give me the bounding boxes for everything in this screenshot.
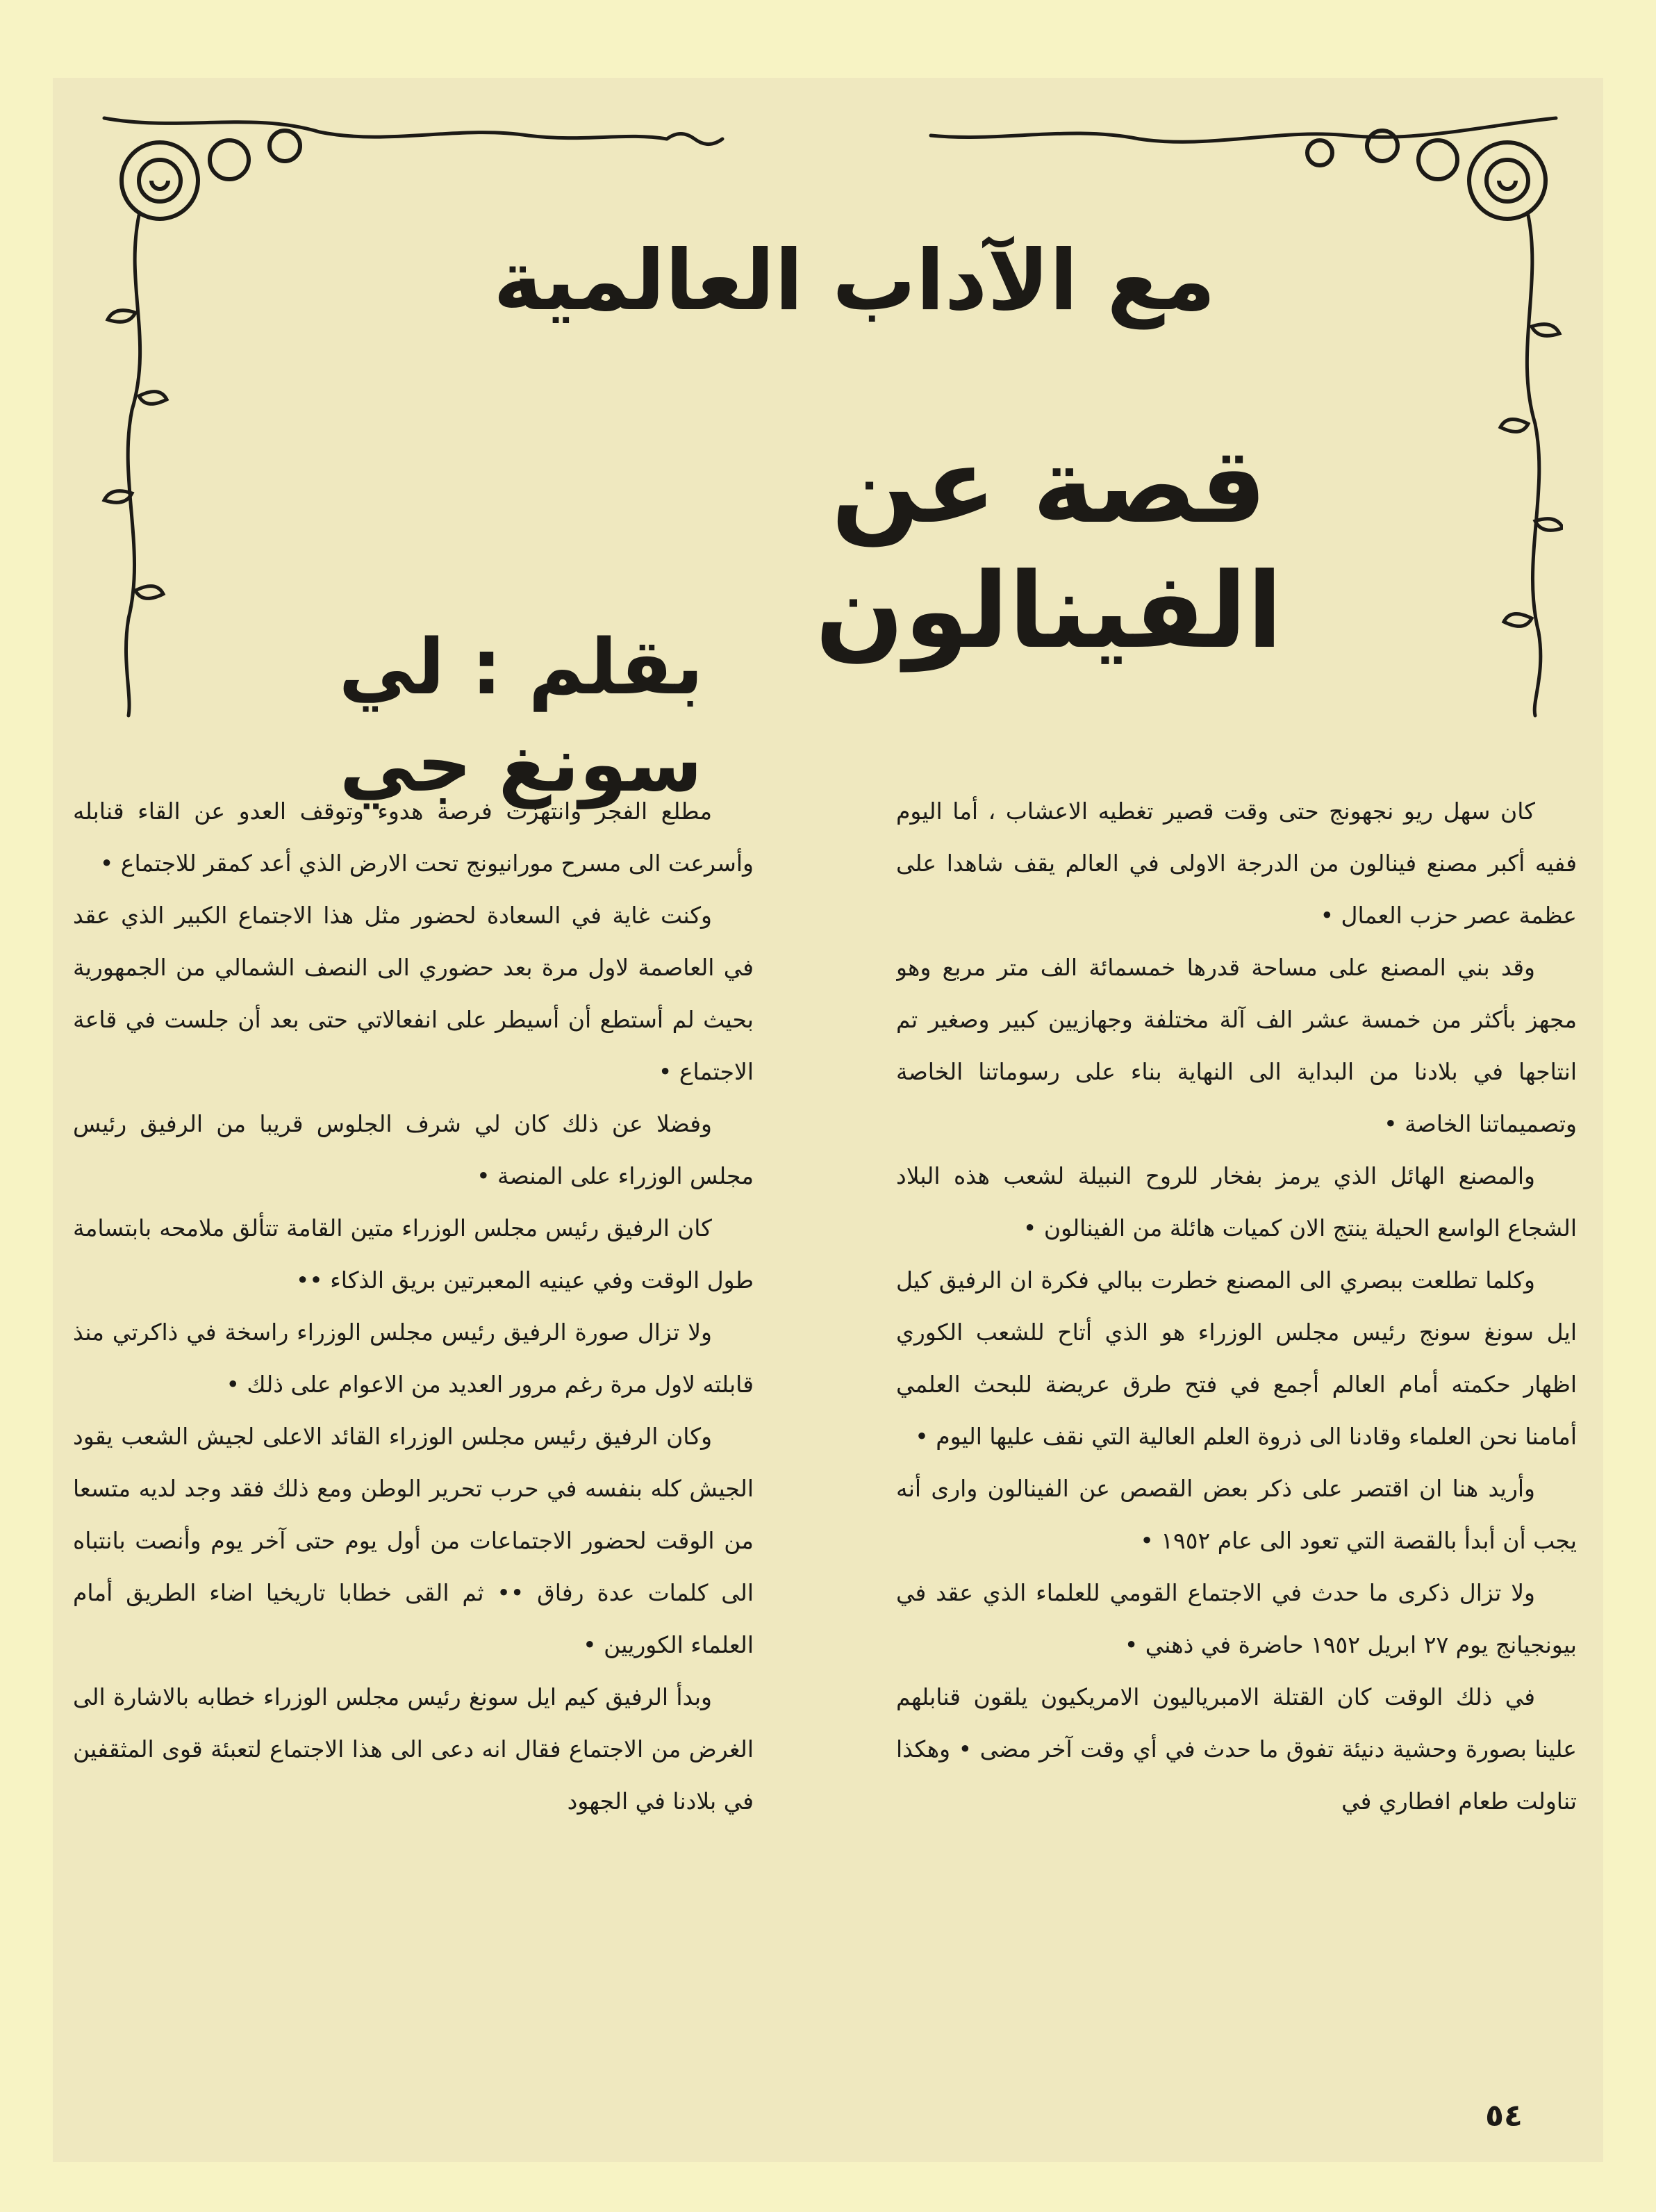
paragraph: ولا تزال ذكرى ما حدث في الاجتماع القومي للعلماء الذي عقد في بيونجيانج يوم ٢٧ ابريل ١٩٥٢ حاضرة في ذهني • (896, 1579, 1577, 1658)
paragraph: والمصنع الهائل الذي يرمز بفخار للروح النبيلة لشعب هذه البلاد الشجاع الواسع الحيلة ينتج الان كميات هائلة من الفينالون • (896, 1162, 1577, 1241)
paragraph: كان الرفيق رئيس مجلس الوزراء متين القامة تتألق ملامحه بابتسامة طول الوقت وفي عينيه المعبرتين بريق الذكاء •• (73, 1214, 754, 1294)
paragraph: كان سهل ريو نجهونج حتى وقت قصير تغطيه الاعشاب ، أما اليوم ففيه أكبر مصنع فينالون من الدرجة الاولى في العالم يقف شاهدا على عظمة عصر حزب العمال • (896, 798, 1577, 929)
paragraph: وكان الرفيق رئيس مجلس الوزراء القائد الاعلى لجيش الشعب يقود الجيش كله بنفسه في حرب تحرير الوطن ومع ذلك فقد وجد لديه متسعا من الوقت لحضور الاجتماعات من أول يوم حتى آخر يوم وأنصت بانتباه الى كلمات عدة رفاق •• ثم القى خطابا تاريخيا اضاء الطريق أمام العلماء الكوريين • (73, 1423, 754, 1658)
paragraph: ولا تزال صورة الرفيق رئيس مجلس الوزراء راسخة في ذاكرتي منذ قابلته لاول مرة رغم مرور العديد من الاعوام على ذلك • (73, 1319, 754, 1398)
paragraph: وكلما تطلعت ببصري الى المصنع خطرت ببالي فكرة ان الرفيق كيل ايل سونغ سونج رئيس مجلس الوزراء هو الذي أتاح للشعب الكوري اظهار حكمته أمام العالم أجمع في فتح طرق عريضة للبحث العلمي أمامنا نحن العلماء وقادنا الى ذروة العلم العالية التي نقف عليها اليوم • (896, 1266, 1577, 1450)
series-title: مع الآداب العالمية (493, 233, 1216, 329)
text-column-left (73, 785, 754, 2105)
paragraph: وكنت غاية في السعادة لحضور مثل هذا الاجتماع الكبير الذي عقد في العاصمة لاول مرة بعد حضوري الى النصف الشمالي من الجمهورية بحيث لم أستطع أن أسيطر على انفعالاتي حتى بعد أن جلست في قاعة الاجتماع • (73, 902, 754, 1085)
paragraph: وفضلا عن ذلك كان لي شرف الجلوس قريبا من الرفيق رئيس مجلس الوزراء على المنصة • (73, 1110, 754, 1189)
story-title: قصة عن الفينالون (815, 426, 1283, 672)
page-number: ٥٤ (1485, 2098, 1523, 2133)
paragraph: وبدأ الرفيق كيم ايل سونغ رئيس مجلس الوزراء خطابه بالاشارة الى الغرض من الاجتماع فقال انه دعى الى هذا الاجتماع لتعبئة قوى المثقفين في بلادنا في الجهود (73, 1683, 754, 1815)
paragraph: وأريد هنا ان اقتصر على ذكر بعض القصص عن الفينالون وارى أنه يجب أن أبدأ بالقصة التي تعود الى عام ١٩٥٢ • (896, 1475, 1577, 1554)
author-byline: بقلم : لي سونغ جي (338, 622, 704, 809)
paragraph: وقد بني المصنع على مساحة قدرها خمسمائة الف متر مربع وهو مجهز بأكثر من خمسة عشر الف آلة مختلفة وجهازيين كبير وصغير تم انتاجها في بلادنا من البداية الى النهاية بناء على رسوماتنا الخاصة وتصميماتنا الخاصة • (896, 954, 1577, 1137)
paragraph: في ذلك الوقت كان القتلة الامبرياليون الامريكيون يلقون قنابلهم علينا بصورة وحشية دنيئة تفوق ما حدث في أي وقت آخر مضى • وهكذا تناولت طعام افطاري في (896, 1683, 1577, 1815)
text-column-right (896, 785, 1577, 2105)
paragraph: مطلع الفجر وانتهزت فرصة هدوء وتوقف العدو عن القاء قنابله وأسرعت الى مسرح مورانيونج تحت الارض الذي أعد كمقر للاجتماع • (73, 798, 754, 877)
